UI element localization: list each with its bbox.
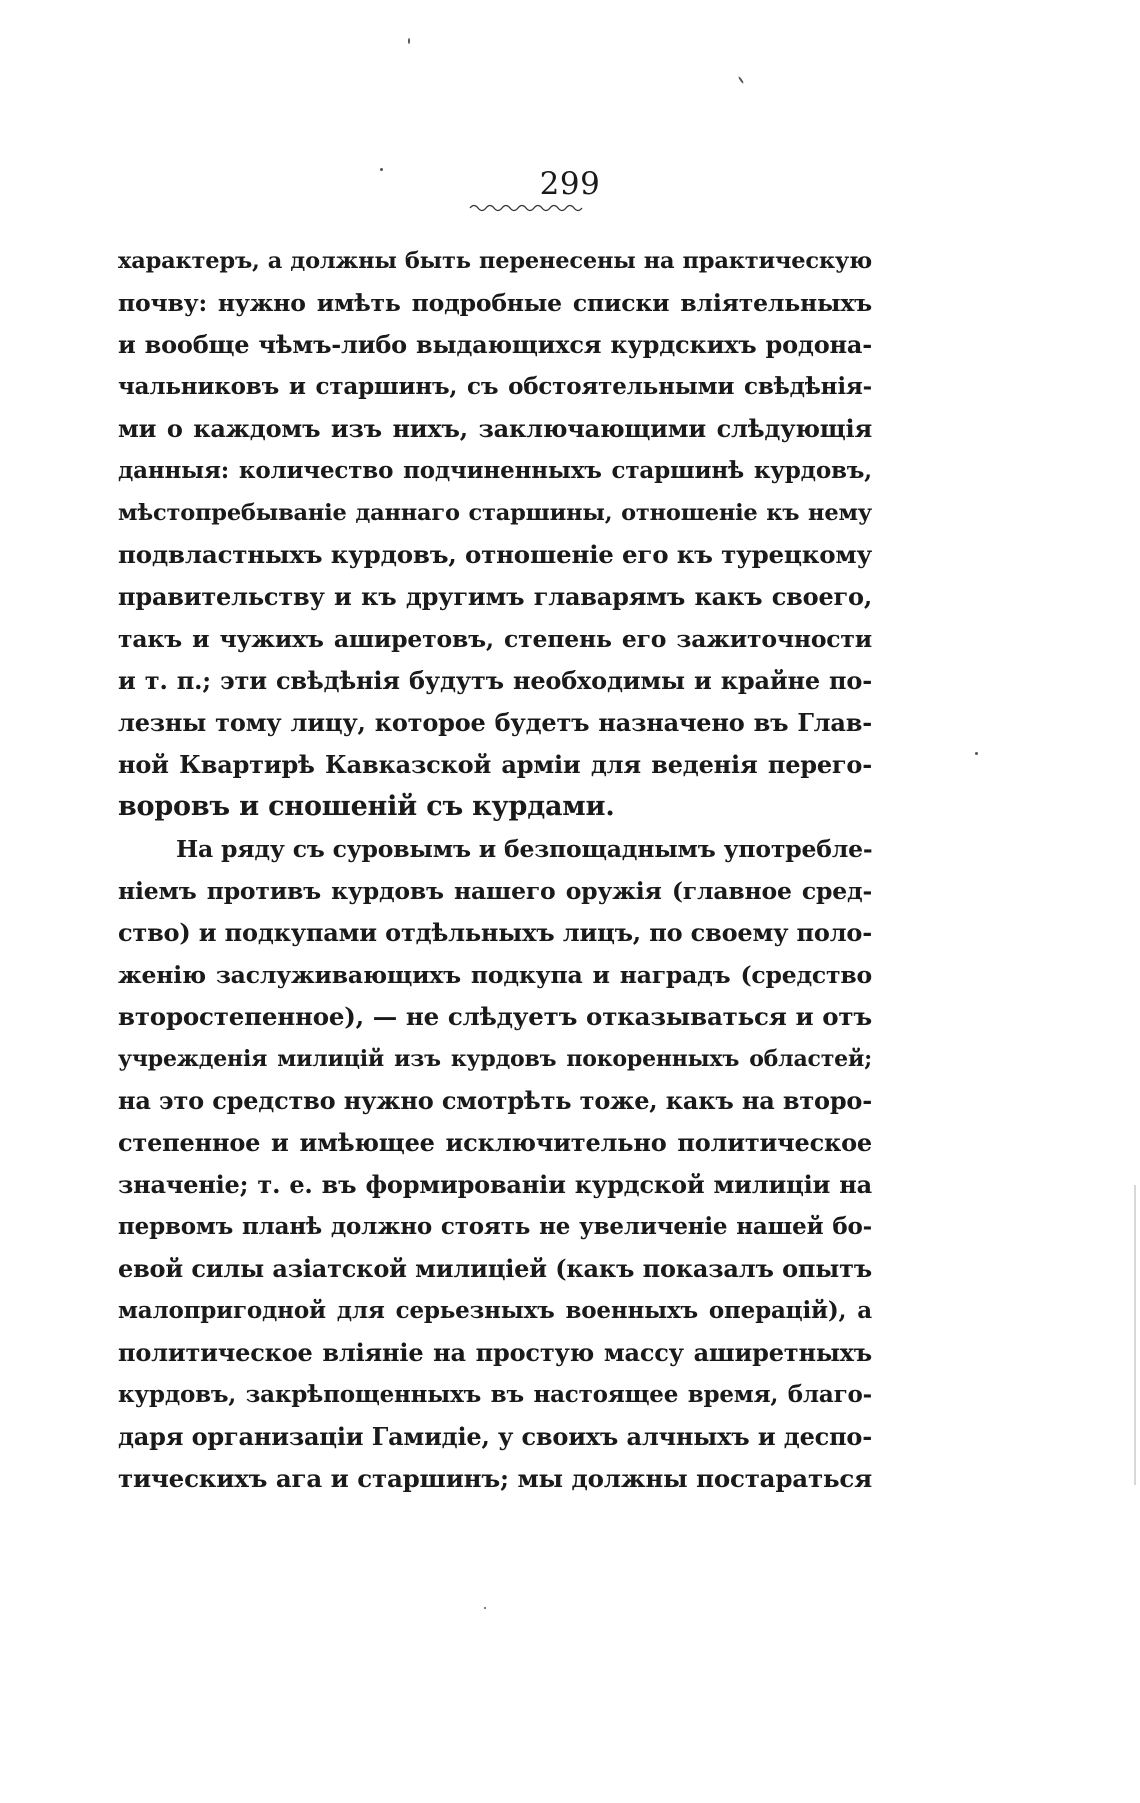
text-line: почву: нужно имѣть подробные списки вліятельныхъ — [118, 289, 872, 317]
scan-speck — [738, 76, 744, 84]
text-line: такъ и чужихъ аширетовъ, степень его зажиточности — [118, 625, 872, 653]
text-line: На ряду съ суровымъ и безпощаднымъ употребле- — [176, 835, 872, 863]
text-line: курдовъ, закрѣпощенныхъ въ настоящее время, благо- — [118, 1381, 872, 1408]
text-line: ми о каждомъ изъ нихъ, заключающими слѣдующія — [118, 414, 872, 443]
scan-speck — [975, 752, 978, 755]
text-line: первомъ планѣ должно стоять не увеличеніе нашей бо- — [118, 1213, 872, 1240]
text-line: ніемъ противъ курдовъ нашего оружія (главное сред- — [118, 877, 872, 905]
text-line: подвластныхъ курдовъ, отношеніе его къ турецкому — [118, 540, 872, 569]
text-line: женію заслуживающихъ подкупа и наградъ (средство — [118, 961, 872, 989]
text-line: учрежденія милицій изъ курдовъ покоренныхъ областей; — [118, 1046, 872, 1072]
scan-speck — [484, 1607, 486, 1609]
paragraph-1 — [118, 240, 872, 828]
page-number-ornament — [468, 202, 586, 214]
text-line: характеръ, а должны быть перенесены на практическую — [118, 248, 872, 274]
paragraph-2 — [118, 828, 872, 1500]
text-line: и вообще чѣмъ-либо выдающихся курдскихъ родона- — [118, 330, 872, 359]
scan-speck — [408, 38, 410, 44]
text-line: ной Квартирѣ Кавказской арміи для веденія перего- — [118, 750, 872, 779]
text-line: и т. п.; эти свѣдѣнія будутъ необходимы и крайне по- — [118, 666, 872, 695]
text-line: лезны тому лицу, которое будетъ назначено въ Глав- — [118, 708, 872, 737]
text-line: данныя: количество подчиненныхъ старшинѣ курдовъ, — [118, 457, 872, 484]
scan-edge-shadow — [1134, 1185, 1136, 1485]
text-line: тическихъ ага и старшинъ; мы должны постараться — [118, 1464, 872, 1493]
text-line: степенное и имѣющее исключительно политическое — [118, 1128, 872, 1157]
body-text — [118, 240, 872, 1500]
text-line: евой силы азіатской милиціей (какъ показалъ опытъ — [118, 1254, 872, 1283]
text-line: ство) и подкупами отдѣльныхъ лицъ, по своему поло- — [118, 918, 872, 947]
text-line: мѣстопребываніе даннаго старшины, отношеніе къ нему — [118, 500, 872, 526]
text-line: политическое вліяніе на простую массу аширетныхъ — [118, 1338, 872, 1367]
text-line: второстепенное), — не слѣдуетъ отказываться и отъ — [118, 1002, 872, 1031]
page-number: 299 — [539, 166, 601, 202]
text-line: значеніе; т. е. въ формированіи курдской милиціи на — [118, 1170, 872, 1199]
text-line: правительству и къ другимъ главарямъ какъ своего, — [118, 582, 872, 611]
text-line: малопригодной для серьезныхъ военныхъ операцій), а — [118, 1297, 872, 1324]
text-line: воровъ и сношеній съ курдами. — [118, 791, 615, 822]
text-line: чальниковъ и старшинъ, съ обстоятельными свѣдѣнія- — [118, 373, 872, 400]
text-line: на это средство нужно смотрѣть тоже, какъ на второ- — [118, 1086, 872, 1115]
text-line: даря организаціи Гамидіе, у своихъ алчныхъ и деспо- — [118, 1422, 872, 1451]
